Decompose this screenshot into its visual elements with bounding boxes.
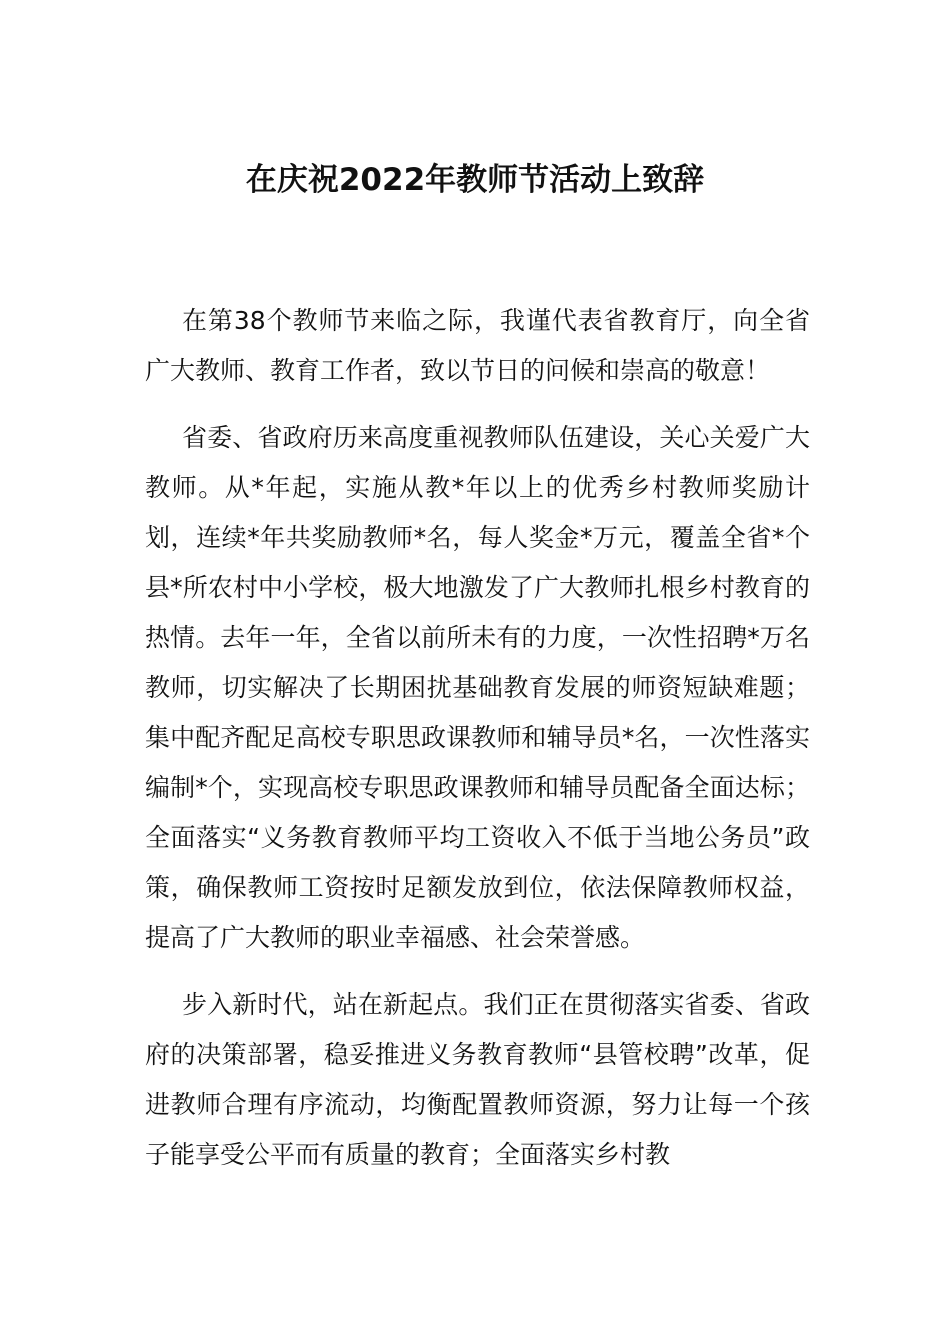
paragraph-2: 省委、省政府历来高度重视教师队伍建设，关心关爱广大教师。从*年起，实施从教*年以上的优秀乡村教师奖励计划，连续*年共奖励教师*名，每人奖金*万元，覆盖全省*个县*所农村中小学校，极大地激发了广大教师扎根乡村教育的热情。去年一年，全省以前所未有的力度，一次性招聘*万名教师，切实解决了长期困扰基础教育发展的师资短缺难题；集中配齐配足高校专职思政课教师和辅导员*名，一次性落实编制*个，实现高校专职思政课教师和辅导员配备全面达标；全面落实“义务教育教师平均工资收入不低于当地公务员”政策，确保教师工资按时足额发放到位，依法保障教师权益，提高了广大教师的职业幸福感、社会荣誉感。 xyxy=(145,423,810,952)
paragraph-1: 在第38个教师节来临之际，我谨代表省教育厅，向全省广大教师、教育工作者，致以节日的问候和崇高的敬意！ xyxy=(145,306,810,385)
document-title: 在庆祝2022年教师节活动上致辞 xyxy=(245,162,705,198)
document-body xyxy=(145,296,810,1197)
paragraph-3: 步入新时代，站在新起点。我们正在贯彻落实省委、省政府的决策部署，稳妥推进义务教育教师“县管校聘”改革，促进教师合理有序流动，均衡配置教师资源，努力让每一个孩子能享受公平而有质量的教育；全面落实乡村教 xyxy=(145,990,810,1169)
